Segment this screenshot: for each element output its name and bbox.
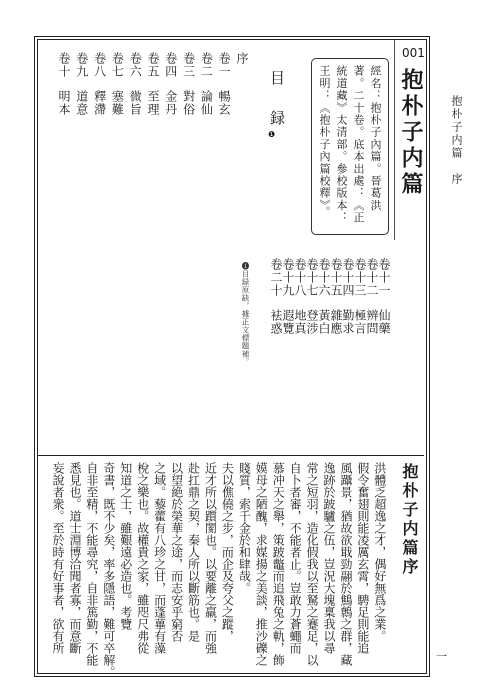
contents-item-title: 對俗 bbox=[181, 90, 196, 116]
contents-item-number: 卷六 bbox=[128, 52, 143, 78]
contents-item-title: 極言 bbox=[353, 309, 367, 335]
contents-item-title: 辨問 bbox=[365, 309, 379, 335]
contents-item-title: 釋滯 bbox=[92, 90, 107, 116]
contents-item-title: 袪惑 bbox=[269, 309, 283, 335]
contents-item bbox=[111, 52, 123, 212]
contents-item-title: 雜應 bbox=[329, 309, 343, 335]
contents-item-number: 卷十三 bbox=[353, 258, 367, 297]
contents-item-title: 塞難 bbox=[110, 90, 125, 116]
note-box-text: 經名：抱朴子內篇。晉葛洪著。二十卷。底本出處：《正統道藏》太清部。參校版本：王明：《抱朴子內篇校釋》。 bbox=[318, 65, 382, 224]
contents-item-number: 卷十九 bbox=[281, 258, 295, 297]
contents-item-number: 卷十六 bbox=[317, 258, 331, 297]
contents-item-title: 微旨 bbox=[128, 90, 143, 116]
contents-item-title: 金丹 bbox=[163, 90, 178, 116]
preface-line: 夫以僬僥之步，而企及夸父之蹤， bbox=[220, 462, 235, 642]
contents-item-title: 勤求 bbox=[341, 309, 355, 335]
contents-item-number: 卷十四 bbox=[341, 258, 355, 297]
contents-item-number: 卷十七 bbox=[305, 258, 319, 297]
contents-item-number: 卷十八 bbox=[293, 258, 307, 297]
contents-item bbox=[58, 52, 70, 212]
contents-item-number: 卷十一 bbox=[377, 258, 391, 297]
contents-mark: ❶ bbox=[268, 130, 276, 139]
book-number: 001 bbox=[402, 46, 425, 60]
contents-item-number: 卷二 bbox=[199, 52, 214, 78]
contents-item-number: 卷四 bbox=[163, 52, 178, 78]
contents-item-title: 明本 bbox=[57, 90, 71, 116]
contents-item-number: 卷二十 bbox=[269, 258, 283, 297]
contents-item-number: 卷五 bbox=[145, 52, 160, 78]
preface-line: 洪體乏超逸之才，偶好無爲之業。 bbox=[372, 462, 387, 642]
preface-line: 以望絶於榮華之途，而志安乎窮否 bbox=[169, 462, 184, 642]
contents-item-title: 地真 bbox=[293, 309, 307, 335]
contents-item-number: 卷十五 bbox=[329, 258, 343, 297]
contents-item-number: 卷一 bbox=[217, 52, 232, 78]
title-block-rule bbox=[394, 40, 395, 240]
preface-line: 賤質，索千金於和肆哉。 bbox=[237, 462, 252, 594]
preface-line: 之域。藜藿有八珍之甘，而蓬蓽有藻 bbox=[152, 462, 167, 654]
preface-line: 赴扛鼎之契，秦人所以斷筋也。是 bbox=[186, 462, 201, 642]
note-box bbox=[311, 58, 389, 235]
running-head: 抱朴子内篇 序 bbox=[450, 95, 463, 186]
preface-line: 妄說者衆。至於時有好事者，欲有所 bbox=[51, 462, 65, 654]
contents-item-title: 至理 bbox=[145, 90, 160, 116]
contents-item bbox=[378, 258, 390, 388]
contents-item-number: 卷九 bbox=[74, 52, 89, 78]
preface-line: 知道之士，雖艱遠必造也。考覽 bbox=[118, 462, 133, 630]
section-divider bbox=[38, 455, 424, 456]
preface-line: 嫫母之陋醜，求媒揚之美談，推沙礫之 bbox=[254, 462, 269, 666]
contents-item bbox=[183, 52, 195, 212]
contents-item bbox=[165, 52, 177, 212]
contents-item-number: 序 bbox=[234, 52, 249, 65]
contents-item-number: 卷三 bbox=[181, 52, 196, 78]
preface-line: 奇書，既不少矣，率多隱語，難可卒解。 bbox=[101, 462, 116, 678]
preface-line: 假令奮翅則能凌厲玄霄，騁足則能追 bbox=[355, 462, 370, 654]
preface-line: 逸跡於跛驢之伍，豈況大塊稟我以尋 bbox=[322, 462, 336, 654]
preface-title: 抱朴子内篇序 bbox=[400, 463, 419, 577]
contents-item bbox=[218, 52, 230, 212]
preface-body bbox=[50, 462, 387, 678]
contents-item bbox=[147, 52, 159, 212]
contents-item bbox=[236, 52, 248, 212]
preface-line: 梲之樂也。故權貴之家，雖咫尺弗從 bbox=[135, 462, 150, 654]
contents-item-title: 暢玄 bbox=[217, 90, 232, 116]
contents-item-number: 卷十 bbox=[57, 52, 71, 78]
book-title: 抱朴子内篇 bbox=[398, 68, 424, 198]
preface-line: 風躡景，猶故欲戢勁翮於鷦鷯之群，藏 bbox=[338, 462, 353, 666]
contents-item-title: 仙藥 bbox=[377, 309, 391, 335]
contents-item bbox=[200, 52, 212, 212]
contents-item-title: 登涉 bbox=[305, 309, 319, 335]
page-number: 一 bbox=[436, 650, 447, 663]
contents-item bbox=[94, 52, 106, 212]
preface-line: 常之短羽，造化假我以至駑之蹇足，以 bbox=[305, 462, 320, 666]
contents-item-title: 論仙 bbox=[199, 90, 214, 116]
contents-list-lower bbox=[269, 258, 391, 388]
preface-line: 慕冲天之舉，策跛鼈而追飛兔之軌，飾 bbox=[271, 462, 286, 666]
preface-line: 自非至精，不能尋究，自非篤勤，不能 bbox=[84, 462, 99, 666]
preface-line: 自卜者審，不能者止。豈敢力蒼蠅而 bbox=[288, 462, 303, 654]
preface-line: 近才所以躓閡也。以要離之羸，而強 bbox=[203, 462, 218, 654]
contents-item-title: 黃白 bbox=[317, 309, 331, 335]
contents-item-number: 卷七 bbox=[110, 52, 125, 78]
contents-item-number: 卷八 bbox=[92, 52, 107, 78]
contents-footnote: ❶目録原缺，據正文標題補。 bbox=[241, 262, 250, 366]
contents-list-upper bbox=[58, 52, 248, 212]
contents-heading: 目 録 bbox=[268, 70, 286, 130]
preface-line: 悉見也。道士淵博洽聞者寡，而意斷 bbox=[67, 462, 82, 654]
contents-item-title: 道意 bbox=[74, 90, 89, 116]
contents-item-number: 卷十二 bbox=[365, 258, 379, 297]
contents-item bbox=[76, 52, 88, 212]
contents-item-title: 遐覽 bbox=[281, 309, 295, 335]
contents-item bbox=[129, 52, 141, 212]
